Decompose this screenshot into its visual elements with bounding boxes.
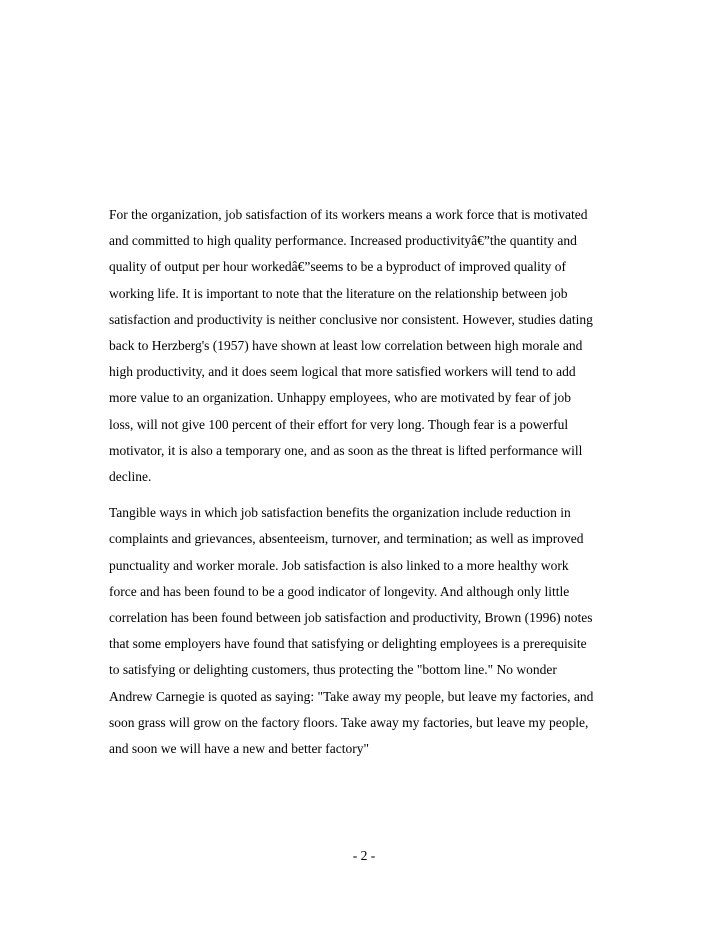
text-line: satisfaction and productivity is neither conclusive nor consistent. However, studies dating [109, 311, 593, 327]
text-line: quality of output per hour workedâ€”seems to be a byproduct of improved quality of [109, 259, 567, 275]
text-line: punctuality and worker morale. Job satisfaction is also linked to a more healthy work [109, 557, 569, 573]
text-line: soon grass will grow on the factory floors. Take away my factories, but leave my people, [109, 714, 589, 730]
text-line: loss, will not give 100 percent of their effort for very long. Though fear is a powerful [109, 416, 569, 432]
body-text [109, 202, 639, 762]
paragraph [109, 202, 639, 490]
text-line: to satisfying or delighting customers, thus protecting the "bottom line." No wonder [109, 662, 557, 678]
paragraph [109, 500, 639, 762]
text-line: that some employers have found that satisfying or delighting employees is a prerequisite [109, 636, 587, 652]
page-number: - 2 - [352, 848, 376, 863]
text-line: force and has been found to be a good indicator of longevity. And although only little [109, 583, 570, 599]
text-line: correlation has been found between job satisfaction and productivity, Brown (1996) notes [109, 610, 593, 626]
text-line: Tangible ways in which job satisfaction benefits the organization include reduction in [109, 505, 571, 521]
text-line: working life. It is important to note that the literature on the relationship between job [109, 285, 568, 301]
text-line: motivator, it is also a temporary one, and as soon as the threat is lifted performance will [109, 442, 583, 458]
text-line: For the organization, job satisfaction of its workers means a work force that is motivated [109, 207, 588, 222]
text-line: complaints and grievances, absenteeism, turnover, and termination; as well as improved [109, 531, 584, 547]
text-line: back to Herzberg's (1957) have shown at least low correlation between high morale and [109, 338, 583, 354]
text-line: Andrew Carnegie is quoted as saying: "Take away my people, but leave my factories, and [109, 688, 594, 704]
text-line: decline. [109, 469, 152, 485]
text-line: more value to an organization. Unhappy employees, who are motivated by fear of job [109, 390, 571, 406]
text-line: and soon we will have a new and better factory" [109, 741, 370, 757]
text-line: and committed to high quality performance. Increased productivityâ€”the quantity and [109, 233, 577, 249]
text-line: high productivity, and it does seem logical that more satisfied workers will tend to add [109, 364, 576, 380]
